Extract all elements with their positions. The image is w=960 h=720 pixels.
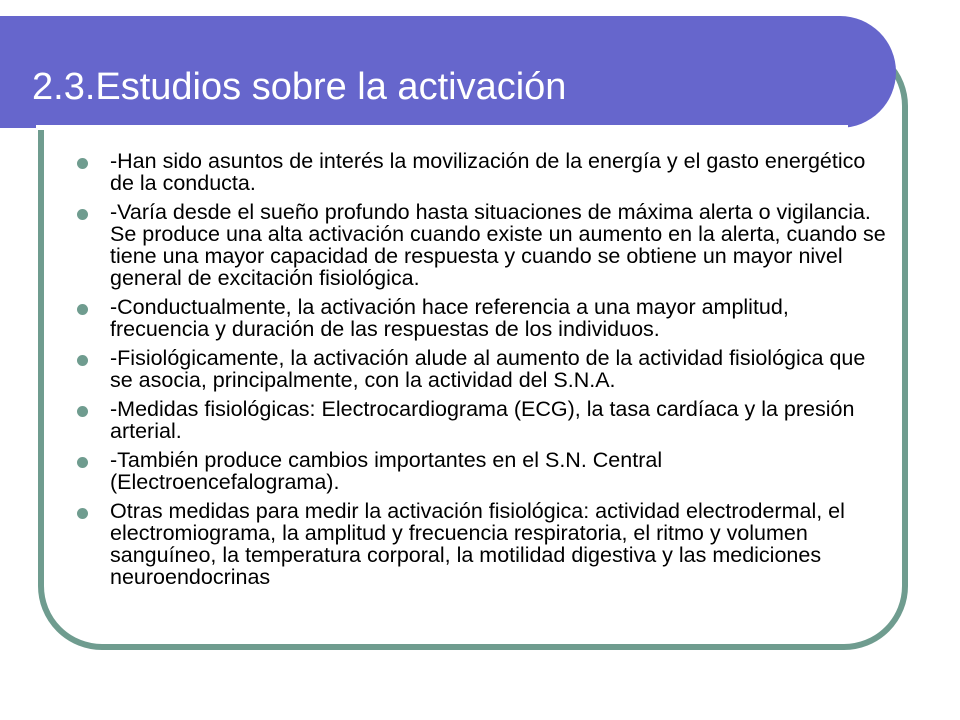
bullet-text: -Han sido asuntos de interés la movilización de la energía y el gasto energético de la conducta. bbox=[110, 149, 866, 195]
bullet-list bbox=[0, 150, 960, 595]
bullet-text: Otras medidas para medir la activación fisiológica: actividad electrodermal, el electromiograma, la amplitud y frecuencia respiratoria, el ritmo y volumen sanguíneo, la temperatura corporal, la motilidad digestiva y las mediciones neuroendocrinas bbox=[110, 499, 845, 589]
bullet-dot-icon bbox=[77, 209, 88, 220]
bullet-dot-icon bbox=[77, 304, 88, 315]
bullet-item bbox=[0, 296, 960, 340]
bullet-text: -Varía desde el sueño profundo hasta situaciones de máxima alerta o vigilancia. Se produce una alta activación cuando existe un aumento en la alerta, cuando se tiene una mayor capacidad de respuesta y cuando se obtiene un mayor nivel general de excitación fisiológica. bbox=[110, 200, 886, 290]
slide-title: 2.3.Estudios sobre la activación bbox=[32, 66, 567, 108]
bullet-item bbox=[0, 347, 960, 391]
title-underline bbox=[36, 125, 848, 130]
bullet-text: -También produce cambios importantes en el S.N. Central (Electroencefalograma). bbox=[110, 448, 663, 494]
bullet-dot-icon bbox=[77, 355, 88, 366]
bullet-item bbox=[0, 201, 960, 289]
bullet-item bbox=[0, 500, 960, 588]
bullet-dot-icon bbox=[77, 158, 88, 169]
bullet-dot-icon bbox=[77, 406, 88, 417]
bullet-dot-icon bbox=[77, 457, 88, 468]
bullet-text: -Fisiológicamente, la activación alude al aumento de la actividad fisiológica que se asocia, principalmente, con la actividad del S.N.A. bbox=[110, 346, 866, 392]
bullet-text: -Medidas fisiológicas: Electrocardiograma (ECG), la tasa cardíaca y la presión arterial. bbox=[110, 397, 855, 443]
bullet-item bbox=[0, 398, 960, 442]
title-bar bbox=[0, 16, 896, 128]
bullet-dot-icon bbox=[77, 508, 88, 519]
bullet-item bbox=[0, 449, 960, 493]
bullet-item bbox=[0, 150, 960, 194]
bullet-text: -Conductualmente, la activación hace referencia a una mayor amplitud, frecuencia y duración de las respuestas de los individuos. bbox=[110, 295, 789, 341]
